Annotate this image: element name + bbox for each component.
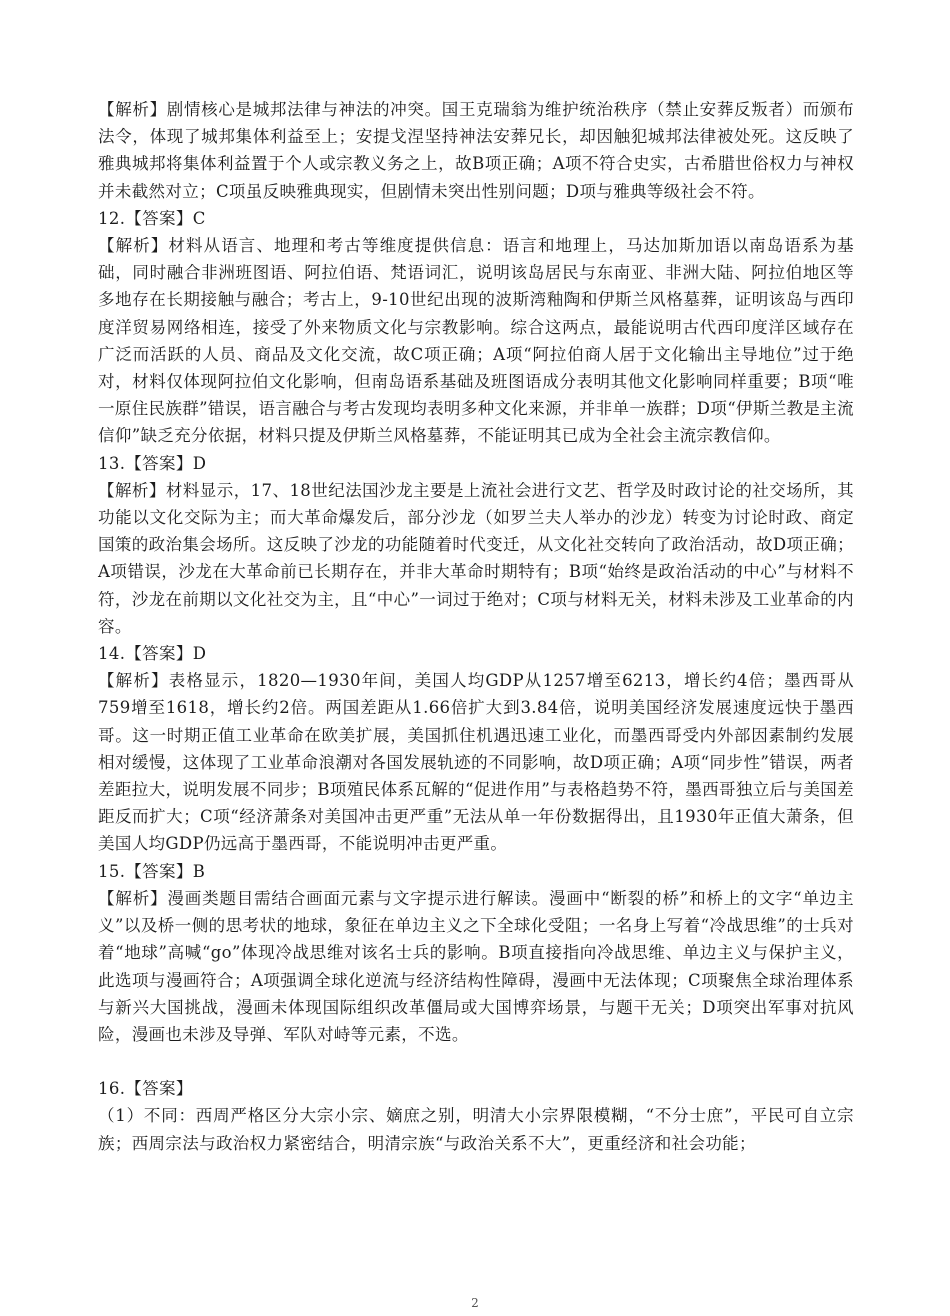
q16-part1: （1）不同：西周严格区分大宗小宗、嫡庶之别，明清大小宗界限模糊，“不分士庶”，平民可自立宗族；西周宗法与政治权力紧密结合，明清宗族“与政治关系不大”，更重经济和社会功能；	[98, 1106, 854, 1153]
q16-answer: 16.【答案】	[98, 1079, 193, 1099]
q13-analysis: 【解析】材料显示，17、18世纪法国沙龙主要是上流社会进行文艺、哲学及时政讨论的社交场所，其功能以文化交际为主；而大革命爆发后，部分沙龙（如罗兰夫人举办的沙龙）转变为讨论时政、商定国策的政治集会场所。这反映了沙龙的功能随着时代变迁，从文化社交转向了政治活动，故D项正确；A项错误，沙龙在大革命前已长期存在，并非大革命时期特有；B项“始终是政治活动的中心”与材料不符，沙龙在前期以文化社交为主，且“中心”一词过于绝对；C项与材料无关，材料未涉及工业革命的内容。	[98, 480, 854, 636]
q14-answer: 14.【答案】D	[98, 644, 207, 664]
page-number: 2	[471, 1296, 479, 1310]
q15-answer: 15.【答案】B	[98, 861, 206, 881]
q13-answer: 13.【答案】D	[98, 453, 207, 473]
blank-line	[98, 1048, 854, 1075]
answer-analysis-text	[98, 96, 854, 1157]
q12-answer: 12.【答案】C	[98, 208, 206, 228]
q11-analysis: 【解析】剧情核心是城邦法律与神法的冲突。国王克瑞翁为维护统治秩序（禁止安葬反叛者）而颁布法令，体现了城邦集体利益至上；安提戈涅坚持神法安葬兄长，却因触犯城邦法律被处死。这反映了雅典城邦将集体利益置于个人或宗教义务之上，故B项正确；A项不符合史实，古希腊世俗权力与神权并未截然对立；C项虽反映雅典现实，但剧情未突出性别问题；D项与雅典等级社会不符。	[98, 100, 854, 201]
q15-analysis: 【解析】漫画类题目需结合画面元素与文字提示进行解读。漫画中“断裂的桥”和桥上的文字“单边主义”以及桥一侧的思考状的地球，象征在单边主义之下全球化受阻；一名身上写着“冷战思维”的士兵对着“地球”高喊“go”体现冷战思维对该名士兵的影响。B项直接指向冷战思维、单边主义与保护主义，此选项与漫画符合；A项强调全球化逆流与经济结构性障碍，漫画中无法体现；C项聚焦全球治理体系与新兴大国挑战，漫画未体现国际组织改革僵局或大国博弈场景，与题干无关；D项突出军事对抗风险，漫画也未涉及导弹、军队对峙等元素，不选。	[98, 888, 854, 1044]
q14-analysis: 【解析】表格显示，1820—1930年间，美国人均GDP从1257增至6213，增长约4倍；墨西哥从759增至1618，增长约2倍。两国差距从1.66倍扩大到3.84倍，说明美国经济发展速度远快于墨西哥。这一时期正值工业革命在欧美扩展，美国抓住机遇迅速工业化，而墨西哥受内外部因素制约发展相对缓慢，这体现了工业革命浪潮对各国发展轨迹的不同影响，故D项正确；A项“同步性”错误，两者差距拉大，说明发展不同步；B项殖民体系瓦解的“促进作用”与表格趋势不符，墨西哥独立后与美国差距反而扩大；C项“经济萧条对美国冲击更严重”无法从单一年份数据得出，且1930年正值大萧条，但美国人均GDP仍远高于墨西哥，不能说明冲击更严重。	[98, 671, 854, 854]
q12-analysis: 【解析】材料从语言、地理和考古等维度提供信息：语言和地理上，马达加斯加语以南岛语系为基础，同时融合非洲班图语、阿拉伯语、梵语词汇，说明该岛居民与东南亚、非洲大陆、阿拉伯地区等多地存在长期接触与融合；考古上，9-10世纪出现的波斯湾釉陶和伊斯兰风格墓葬，证明该岛与西印度洋贸易网络相连，接受了外来物质文化与宗教影响。综合这两点，最能说明古代西印度洋区域存在广泛而活跃的人员、商品及文化交流，故C项正确；A项“阿拉伯商人居于文化输出主导地位”过于绝对，材料仅体现阿拉伯文化影响，但南岛语系基础及班图语成分表明其他文化影响同样重要；B项“唯一原住民族群”错误，语言融合与考古发现均表明多种文化来源，并非单一族群；D项“伊斯兰教是主流信仰”缺乏充分依据，材料只提及伊斯兰风格墓葬，不能证明其已成为全社会主流宗教信仰。	[98, 236, 854, 446]
